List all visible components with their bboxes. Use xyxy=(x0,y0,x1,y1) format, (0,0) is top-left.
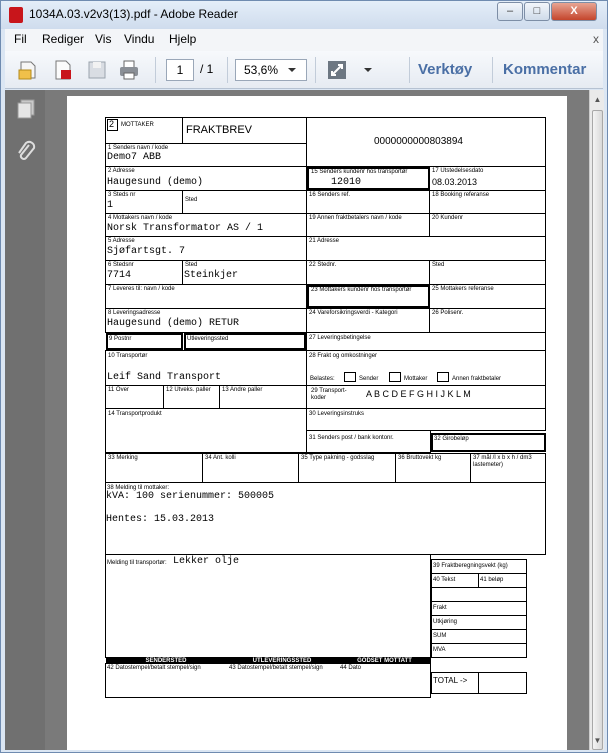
comment-button[interactable]: Kommentar xyxy=(503,61,587,78)
menu-fil[interactable]: Fil xyxy=(14,32,27,46)
field-38-line-1: kVA: 100 serienummer: 500005 xyxy=(106,491,275,502)
save-icon[interactable] xyxy=(85,58,109,82)
field-31 xyxy=(306,430,431,453)
menu-hjelp[interactable]: Hjelp xyxy=(169,32,197,46)
field-6-sted-value: Steinkjer xyxy=(184,270,239,281)
field-8-label: 8 Leveringsadresse xyxy=(108,310,161,316)
total-label: TOTAL -> xyxy=(433,676,468,685)
copy-number: 2 xyxy=(109,119,115,129)
field-17-value: 08.03.2013 xyxy=(432,177,478,187)
window-title: 1034A.03.v2v3(13).pdf - Adobe Reader xyxy=(29,7,238,21)
transport-message-label: Melding til transportør: xyxy=(107,560,167,566)
field-41-label: 41 beløp xyxy=(480,577,504,583)
navigation-panel xyxy=(5,90,45,750)
checkbox-sender-label: Sender xyxy=(359,376,379,382)
field-1-label: 1 Senders navn / kode xyxy=(108,145,169,151)
field-5-value: Sjøfartsgt. 7 xyxy=(107,246,186,257)
page-total: / 1 xyxy=(200,62,214,76)
close-document-icon[interactable]: x xyxy=(593,32,599,46)
copy-label: MOTTAKER xyxy=(121,122,154,128)
field-9-utleveringssted-label: Utleveringssted xyxy=(187,336,229,342)
field-20-label: 20 Kundenr xyxy=(432,215,464,221)
field-43-label: 43 Datostempel/betalt stempel/sign xyxy=(229,665,323,671)
field-17-label: 17 Utstedelsesdato xyxy=(432,168,484,174)
field-21-label: 21 Adresse xyxy=(309,238,340,244)
field-3-label: 3 Steds nr xyxy=(108,192,136,198)
form-header-left xyxy=(105,117,183,144)
scroll-down-icon[interactable]: ▼ xyxy=(593,736,602,745)
field-6-value: 7714 xyxy=(107,270,132,281)
title-bar xyxy=(1,1,607,29)
toolbar-separator xyxy=(315,57,316,83)
chevron-down-icon[interactable] xyxy=(283,61,301,79)
page-number-input[interactable]: 1 xyxy=(166,59,194,81)
field-36-label: 36 Bruttovekt kg xyxy=(398,455,442,461)
transport-message xyxy=(105,554,431,658)
toolbar-separator xyxy=(227,57,228,83)
field-24-label: 24 Vareforsikringsverdi - Kategori xyxy=(309,310,398,316)
doc-title: FRAKTBREV xyxy=(186,124,253,136)
field-38-label: 38 Melding til mottaker: xyxy=(107,485,170,491)
pdf-page xyxy=(67,96,567,750)
field-31-label: 31 Senders post / bank kontonr. xyxy=(309,435,394,441)
bar-utleveringssted: UTLEVERINGSSTED xyxy=(226,658,338,664)
field-37-label-2: lastemeter) xyxy=(473,462,504,468)
row-mva-label: MVA xyxy=(433,647,446,653)
field-26-label: 26 Polisenr. xyxy=(432,310,464,316)
menu-bar xyxy=(5,29,603,51)
field-22-sted xyxy=(429,260,546,285)
zoom-value: 53,6% xyxy=(244,63,279,77)
field-13-label: 13 Andre paller xyxy=(222,387,263,393)
field-5-label: 5 Adresse xyxy=(108,238,135,244)
field-7-label: 7 Leveres til: navn / kode xyxy=(108,286,175,292)
field-18-label: 18 Booking referanse xyxy=(432,192,490,198)
field-1-value: Demo7 ABB xyxy=(107,152,162,163)
field-23-label: 23 Mottakers kundenr hos transportør xyxy=(311,287,412,293)
field-33-label: 33 Merking xyxy=(108,455,138,461)
field-3-sted xyxy=(182,190,307,214)
menu-vis[interactable]: Vis xyxy=(95,32,112,46)
checkbox-mottaker-label: Mottaker xyxy=(404,376,428,382)
field-35-label: 35 Type pakning - godsslag xyxy=(301,455,375,461)
row-sum-label: SUM xyxy=(433,633,447,639)
checkbox-sender[interactable] xyxy=(344,372,356,382)
field-14-label: 14 Transportprodukt xyxy=(108,411,162,417)
field-19-label: 19 Annen fraktbetalers navn / kode xyxy=(309,215,402,221)
field-39-label: 39 Fraktberegningsvekt (kg) xyxy=(433,563,508,569)
menu-rediger[interactable]: Rediger xyxy=(42,32,85,46)
checkbox-annen[interactable] xyxy=(437,372,449,382)
bar-sendersted: SENDERSTED xyxy=(106,658,226,664)
checkbox-mottaker[interactable] xyxy=(389,372,401,382)
field-29-label-2: koder xyxy=(311,395,327,401)
field-11-label: 11 Over xyxy=(108,387,129,393)
open-file-icon[interactable] xyxy=(17,58,41,82)
attachments-icon[interactable] xyxy=(15,140,37,164)
more-options-icon[interactable] xyxy=(359,61,377,79)
field-12-label: 12 Utveks. paller xyxy=(166,387,211,393)
field-37-label: 37 mål /l x b x h / dm3 xyxy=(473,455,532,461)
field-38-line-2: Hentes: 15.03.2013 xyxy=(106,514,215,525)
adobe-pdf-icon xyxy=(9,7,23,23)
field-6-sted-label: Sted xyxy=(185,262,198,268)
row-frakt-label: Frakt xyxy=(433,605,447,611)
toolbar-separator xyxy=(155,57,156,83)
field-4-value: Norsk Transformator AS / 1 xyxy=(107,223,264,234)
row-utkjoring-label: Utkjøring xyxy=(433,619,458,625)
field-22-label: 22 Stednr. xyxy=(309,262,337,268)
field-9-label: 9 Postnr xyxy=(109,336,132,342)
field-10-value: Leif Sand Transport xyxy=(107,372,222,383)
field-2-label: 2 Adresse xyxy=(108,168,135,174)
checkbox-annen-label: Annen fraktbetaler xyxy=(452,376,502,382)
field-16-label: 16 Senders ref. xyxy=(309,192,351,198)
doc-number: 0000000000803894 xyxy=(374,136,463,147)
tools-button[interactable]: Verktøy xyxy=(418,61,473,78)
field-3-value: 1 xyxy=(107,200,114,211)
field-28-label: 28 Frakt og omkostninger xyxy=(309,353,378,359)
field-15-value: 12010 xyxy=(331,177,362,188)
charges-empty xyxy=(431,587,527,602)
toolbar-separator xyxy=(492,57,493,83)
field-4-label: 4 Mottakers navn / kode xyxy=(108,215,173,221)
minimize-button[interactable]: – xyxy=(497,2,523,21)
bar-godset-mottatt: GODSET MOTTATT xyxy=(338,658,431,664)
field-32-label: 32 Girobeløp xyxy=(434,436,469,442)
total-value-box xyxy=(478,672,527,694)
field-40-label: 40 Tekst xyxy=(433,577,456,583)
print-icon[interactable] xyxy=(117,58,141,82)
close-button[interactable]: X xyxy=(551,2,597,21)
field-25-label: 25 Mottakers referanse xyxy=(432,286,494,292)
field-2-value: Haugesund (demo) xyxy=(107,177,204,188)
field-44-label: 44 Dato xyxy=(340,665,362,671)
scroll-thumb[interactable] xyxy=(592,110,603,750)
field-42-label: 42 Datostempel/betalt stempel/sign xyxy=(107,665,201,671)
field-34-label: 34 Ant. kolli xyxy=(205,455,236,461)
field-22-sted-label: Sted xyxy=(432,262,445,268)
field-6-label: 6 Stedsnr xyxy=(108,262,134,268)
menu-vindu[interactable]: Vindu xyxy=(124,32,155,46)
create-pdf-icon[interactable] xyxy=(51,58,75,82)
field-29-value: A B C D E F G H I J K L M xyxy=(366,389,471,399)
vertical-scrollbar[interactable] xyxy=(589,90,604,750)
transport-message-value: Lekker olje xyxy=(173,556,240,567)
scroll-up-icon[interactable]: ▲ xyxy=(593,95,602,104)
field-21 xyxy=(306,236,546,261)
field-15-label: 15 Senders kundenr hos transportør xyxy=(311,169,408,175)
toolbar xyxy=(5,51,603,89)
field-30-label: 30 Leveringsinstruks xyxy=(309,411,365,417)
signature-area xyxy=(105,663,431,698)
toolbar-separator xyxy=(409,57,410,83)
field-29-label: 29 Transport- xyxy=(311,388,347,394)
full-screen-icon[interactable] xyxy=(325,58,349,82)
maximize-button[interactable]: □ xyxy=(524,2,550,21)
pages-icon[interactable] xyxy=(15,98,37,120)
field-27-label: 27 Leveringsbetingelse xyxy=(309,335,371,341)
belastes-label: Belastes: xyxy=(310,376,335,382)
field-8-value: Haugesund (demo) RETUR xyxy=(107,318,240,329)
field-3-sted-label: Sted xyxy=(185,197,198,203)
field-10-label: 10 Transportør xyxy=(108,353,148,359)
